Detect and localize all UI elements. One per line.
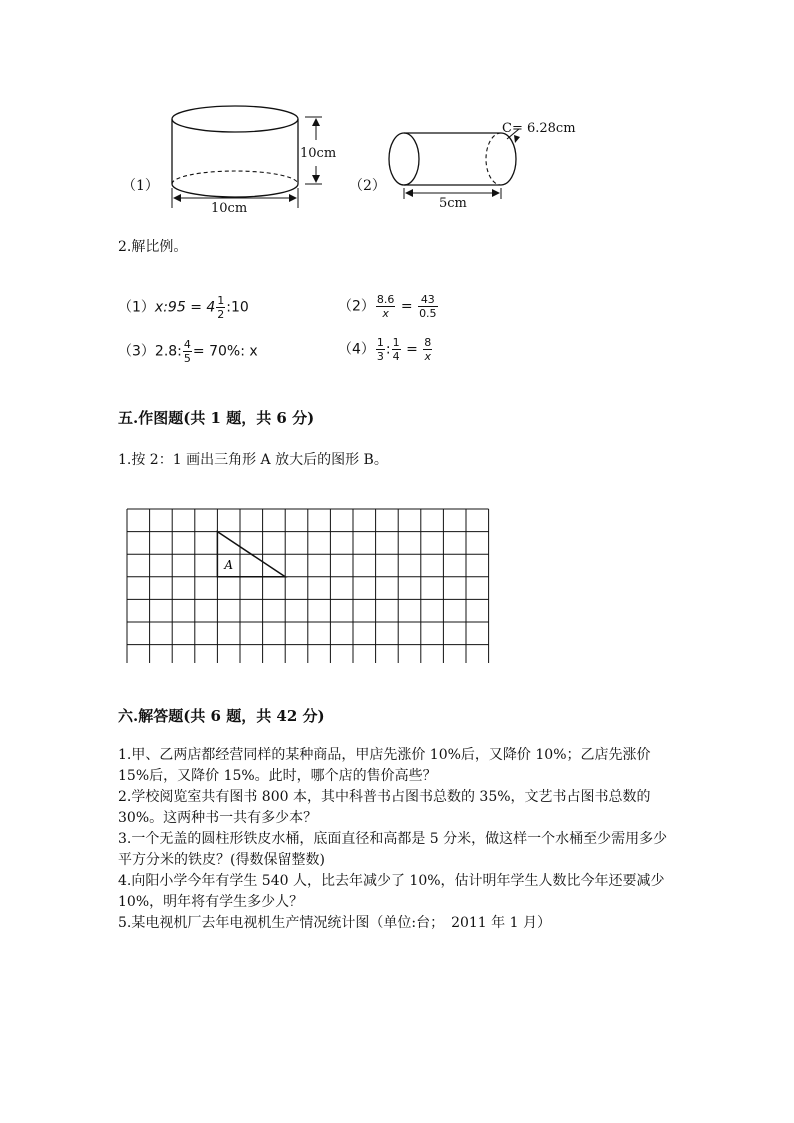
question-4: 4.向阳小学今年有学生 540 人，比去年减少了 10%，估计明年学生人数比今年还要减少 10%，明年将有学生多少人？ [118,873,665,910]
drawing-grid [126,508,491,663]
mixed-fraction: $\frac{1}{2}$ [217,294,225,321]
proportion-3: （3）2.8: $\frac{4}{5}$ = 70%: x [118,338,258,365]
diameter-label: 10cm [211,201,248,216]
question-2: 2.学校阅览室共有图书 800 本，其中科普书占图书总数的 35%，文艺书占图书总数的 30%。这两种书一共有多少本？ [118,789,651,826]
proportion-1-left: x:95 = 4 [154,299,216,316]
section-6-heading: 六.解答题(共 6 题，共 42 分) [118,707,325,725]
question-3: 3.一个无盖的圆柱形铁皮水桶，底面直径和高都是 5 分米，做这样一个水桶至少需用多少平方分米的铁皮？(得数保留整数) [118,831,668,868]
proportion-2-label: （2） [338,298,375,315]
section-5-question-1: 1.按 2：1 画出三角形 A 放大后的图形 B。 [118,452,388,468]
height-label: 10cm [300,146,337,161]
fraction-left: $\frac{8.6}{x}$ [376,293,395,320]
fraction: $\frac{4}{5}$ [183,338,191,365]
proportion-1-right: :10 [226,299,249,316]
circumference-label: C= 6.28cm [502,121,576,136]
fraction-b: $\frac{1}{4}$ [392,336,400,363]
question-1: 1.甲、乙两店都经营同样的某种商品，甲店先涨价 10%后，又降价 10%；乙店先涨价 15%后，又降价 15%。此时，哪个店的售价高些？ [118,747,651,784]
proportion-3-label: （3） [118,343,155,360]
proportion-2: （2） $\frac{8.6}{x}$ = $\frac{43}{0.5}$ [338,293,437,320]
proportion-4-label: （4） [338,341,375,358]
proportion-1-label: （1） [118,299,155,316]
question-5: 5.某电视机厂去年电视机生产情况统计图（单位:台； 2011 年 1 月） [118,915,551,931]
q2-title: 2.解比例。 [118,239,188,255]
fraction-right: $\frac{43}{0.5}$ [419,293,437,320]
figure-1-label: （1） [122,178,159,194]
proportion-4: （4） $\frac{1}{3}$ : $\frac{1}{4}$ = $\frac{8}{x}$ [338,336,432,363]
length-label: 5cm [439,196,467,211]
fraction-c: $\frac{8}{x}$ [424,336,432,363]
triangle-a-label: A [224,557,234,572]
fraction-a: $\frac{1}{3}$ [376,336,384,363]
figure-2-label: （2） [349,178,386,194]
question-list [118,745,678,934]
proportion-1 [118,294,249,321]
section-5-heading: 五.作图题(共 1 题，共 6 分) [118,409,315,427]
